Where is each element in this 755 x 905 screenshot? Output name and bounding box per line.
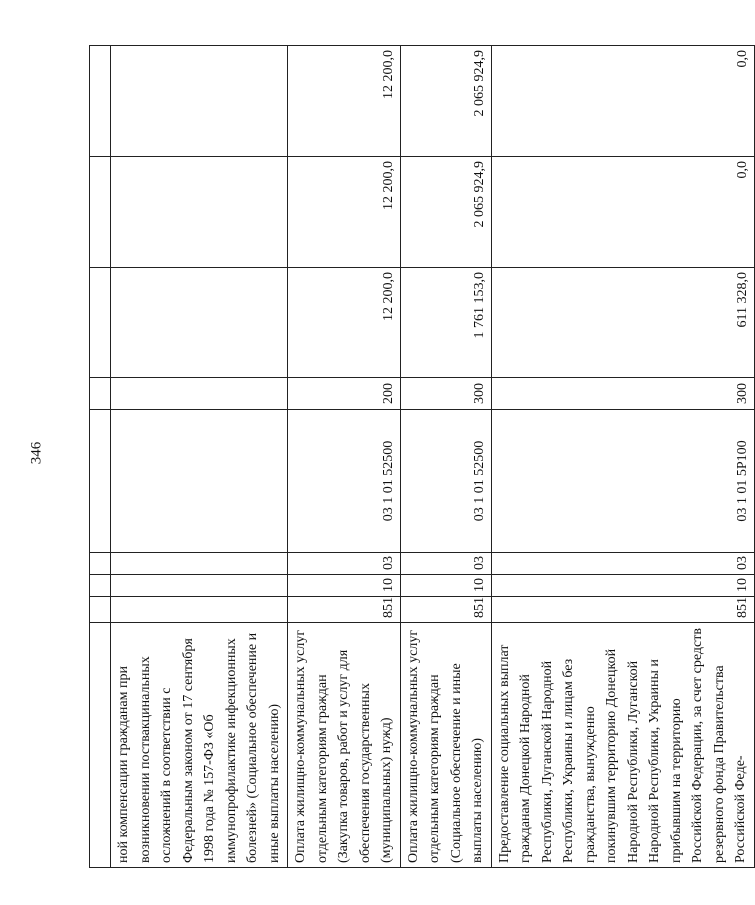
target-article: 03 1 01 52500	[400, 410, 491, 553]
amount-1: 611 328,0	[491, 268, 754, 378]
target-article: 03 1 01 5Р100	[491, 410, 754, 553]
amount-3	[111, 46, 288, 157]
top-cell	[90, 553, 111, 575]
amount-3: 2 065 924,9	[400, 46, 491, 157]
row-name: ной компенсации гражданам при возникновении поствакцинальных осложнений в соответствии с Федеральным законом от 17 сентября 1998 года № 157-ФЗ «Об иммунопрофилактике инфекционных болезней» (Социальное обеспечение и иные выплаты населению)	[111, 623, 288, 868]
subsection-code: 03	[400, 553, 491, 575]
amount-1: 12 200,0	[288, 268, 401, 378]
top-cell	[90, 410, 111, 553]
ministry-code: 851	[491, 597, 754, 623]
table-top-strip	[90, 46, 111, 868]
section-code: 10	[491, 575, 754, 597]
amount-2: 0,0	[491, 157, 754, 268]
amount-3: 12 200,0	[288, 46, 401, 157]
amount-1: 1 761 153,0	[400, 268, 491, 378]
expense-type: 300	[400, 378, 491, 410]
expense-type: 200	[288, 378, 401, 410]
section-code: 10	[288, 575, 401, 597]
top-cell	[90, 575, 111, 597]
subsection-code: 03	[491, 553, 754, 575]
amount-2: 12 200,0	[288, 157, 401, 268]
top-cell	[90, 157, 111, 268]
subsection-code: 03	[288, 553, 401, 575]
section-code	[111, 575, 288, 597]
budget-table	[89, 45, 755, 868]
expense-type: 300	[491, 378, 754, 410]
row-name: Предоставление социальных выплат гражданам Донецкой Народной Республики, Луганской Народной Республики, Украины и лицам без гражданства, вынужденно покинувшим территорию Донецкой Народной Республики, Луганской Народной Республики, Украины и прибывшим на территорию Российской Федерации, за счет средств резервного фонда Правительства Российской Феде-	[491, 623, 754, 868]
table-row	[288, 46, 401, 868]
amount-2	[111, 157, 288, 268]
page-number: 346	[28, 441, 45, 465]
table-row	[400, 46, 491, 868]
top-cell	[90, 46, 111, 157]
target-article: 03 1 01 52500	[288, 410, 401, 553]
table-row	[491, 46, 754, 868]
target-article	[111, 410, 288, 553]
top-cell	[90, 378, 111, 410]
expense-type	[111, 378, 288, 410]
table-row	[111, 46, 288, 868]
amount-2: 2 065 924,9	[400, 157, 491, 268]
top-cell	[90, 268, 111, 378]
amount-1	[111, 268, 288, 378]
ministry-code	[111, 597, 288, 623]
section-code: 10	[400, 575, 491, 597]
ministry-code: 851	[288, 597, 401, 623]
budget-table-rotated	[89, 46, 750, 868]
row-name: Оплата жилищно-коммунальных услуг отдельным категориям граждан (Закупка товаров, работ и услуг для обеспечения государственных (муниципальных) нужд)	[288, 623, 401, 868]
top-cell	[90, 623, 111, 868]
top-cell	[90, 597, 111, 623]
row-name: Оплата жилищно-коммунальных услуг отдельным категориям граждан (Социальное обеспечение и иные выплаты населению)	[400, 623, 491, 868]
amount-3: 0,0	[491, 46, 754, 157]
subsection-code	[111, 553, 288, 575]
ministry-code: 851	[400, 597, 491, 623]
